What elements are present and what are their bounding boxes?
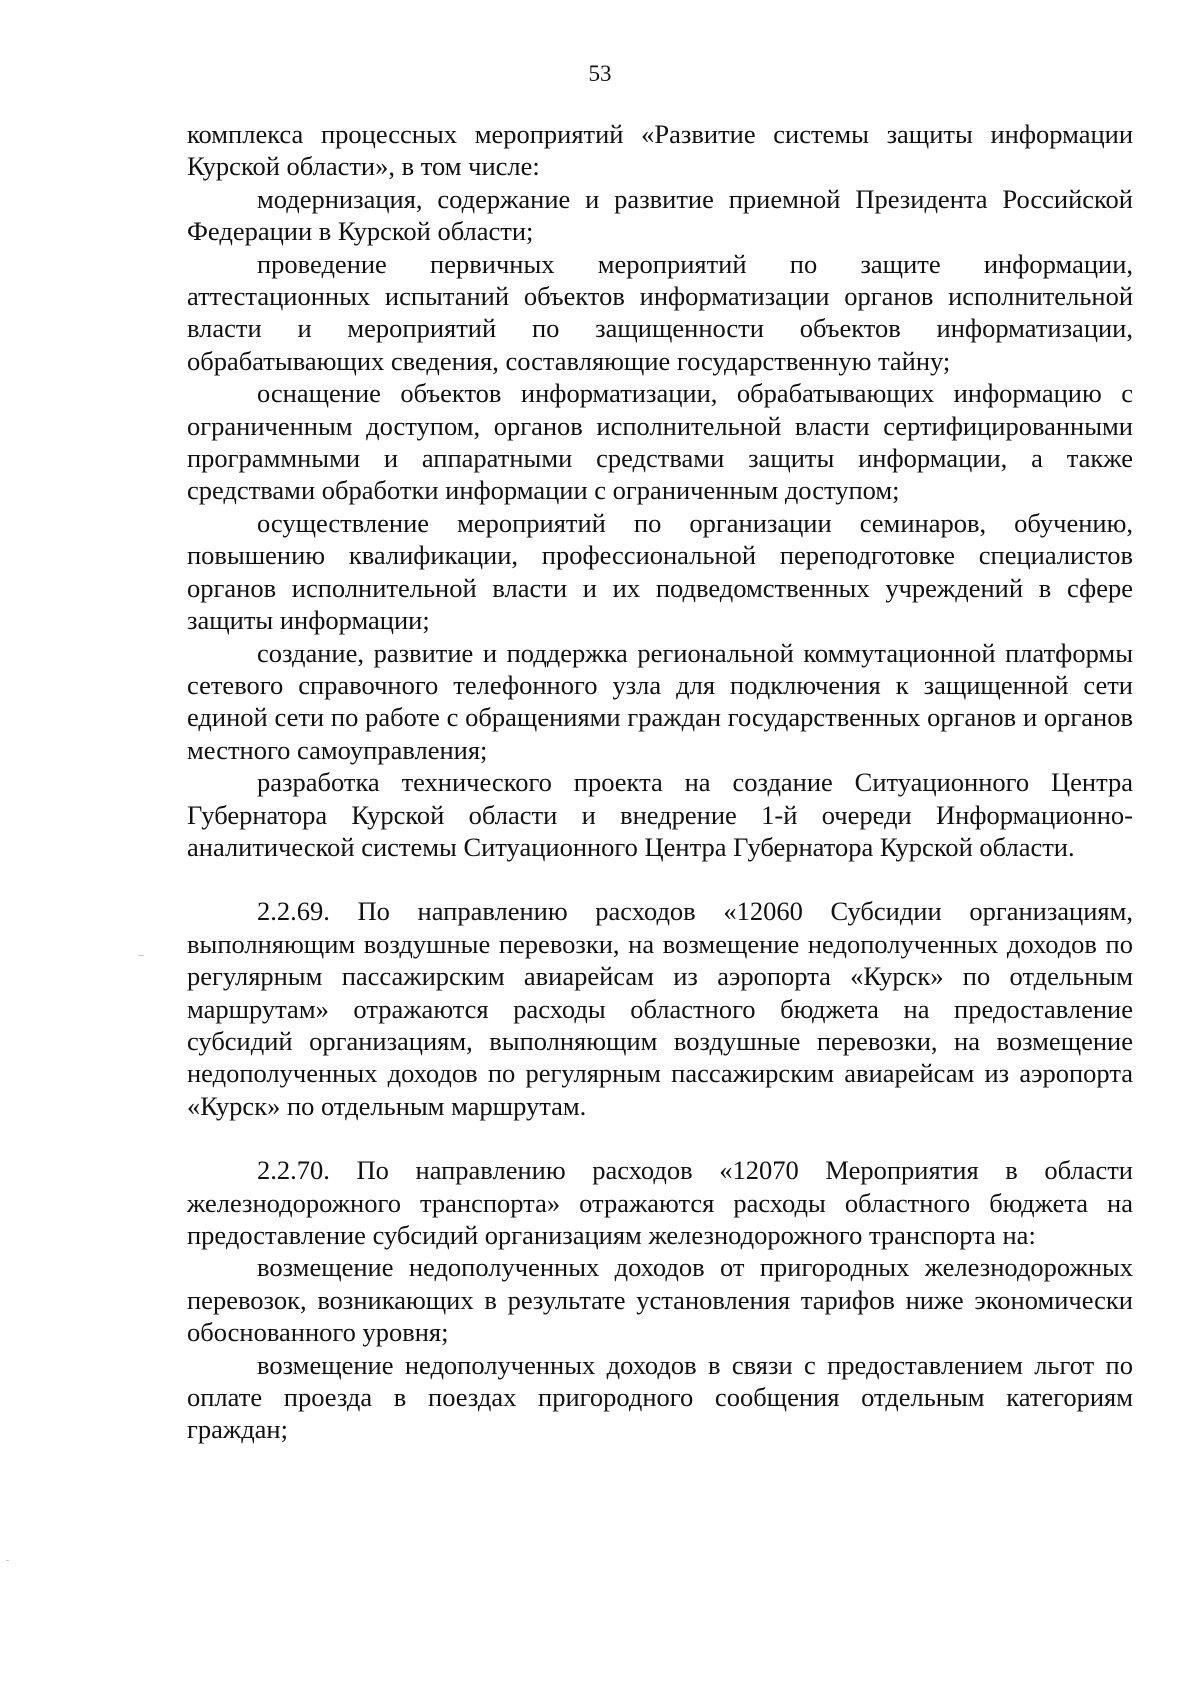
list-item: оснащение объектов информатизации, обрабатывающих информацию с ограниченным доступом, органов исполнительной власти сертифицированными программными и аппаратными средствами защиты информации, а также средствами обработки информации с ограниченным доступом;	[187, 378, 1133, 506]
list-item: создание, развитие и поддержка региональной коммутационной платформы сетевого справочного телефонного узла для подключения к защищенной сети единой сети по работе с обращениями граждан государственных органов и органов местного самоуправления;	[187, 637, 1133, 765]
scan-artifact-mark	[138, 955, 144, 956]
page-number: 53	[588, 61, 612, 86]
scan-artifact-mark	[6, 1560, 9, 1561]
list-item: проведение первичных мероприятий по защите информации, аттестационных испытаний объектов информатизации органов исполнительной власти и мероприятий по защищенности объектов информатизации, обрабатывающих сведения, составляющие государственную тайну;	[187, 248, 1133, 376]
clause-paragraph: 2.2.69. По направлению расходов «12060 Субсидии организациям, выполняющим воздушные перевозки, на возмещение недополученных доходов по регулярным пассажирским авиарейсам из аэропорта «Курск» по отдельным маршрутам» отражаются расходы областного бюджета на предоставление субсидий организациям, выполняющим воздушные перевозки, на возмещение недополученных доходов по регулярным пассажирским авиарейсам из аэропорта «Курск» по отдельным маршрутам.	[187, 896, 1133, 1121]
list-item: модернизация, содержание и развитие приемной Президента Российской Федерации в Курской области;	[187, 183, 1133, 247]
clause-paragraph: 2.2.70. По направлению расходов «12070 Мероприятия в области железнодорожного транспорта» отражаются расходы областного бюджета на предоставление субсидий организациям железнодорожного транспорта на:	[187, 1155, 1133, 1250]
document-body	[187, 118, 1133, 1446]
list-item: возмещение недополученных доходов в связи с предоставлением льгот по оплате проезда в поездах пригородного сообщения отдельным категориям граждан;	[187, 1349, 1133, 1445]
list-item: разработка технического проекта на создание Ситуационного Центра Губернатора Курской области и внедрение 1-й очереди Информационно-аналитической системы Ситуационного Центра Губернатора Курской области.	[187, 767, 1133, 862]
paragraph: комплекса процессных мероприятий «Развитие системы защиты информации Курской области», в том числе:	[187, 119, 1133, 182]
list-item: осуществление мероприятий по организации семинаров, обучению, повышению квалификации, профессиональной переподготовке специалистов органов исполнительной власти и их подведомственных учреждений в сфере защиты информации;	[187, 507, 1133, 636]
list-item: возмещение недополученных доходов от пригородных железнодорожных перевозок, возникающих в результате установления тарифов ниже экономически обоснованного уровня;	[187, 1252, 1133, 1348]
